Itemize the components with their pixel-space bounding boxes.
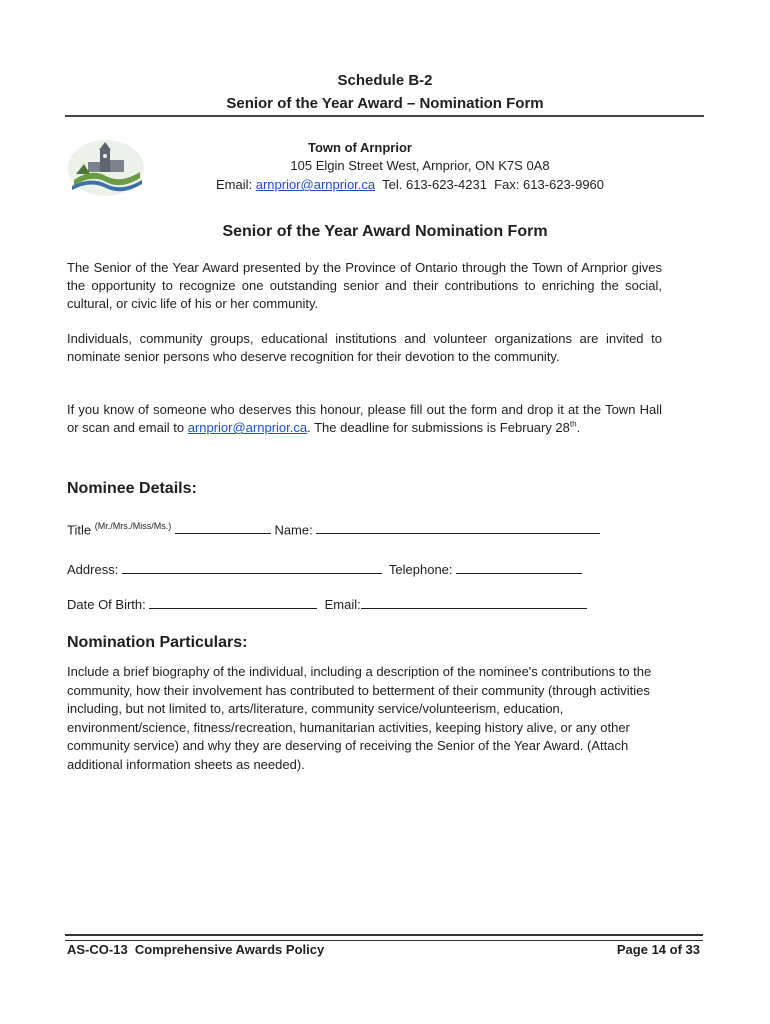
town-address: 105 Elgin Street West, Arnprior, ON K7S 0A8 — [290, 158, 550, 173]
deadline-text: . The deadline for submissions is February 28 — [307, 420, 570, 435]
address-field[interactable] — [122, 561, 382, 574]
title-label: Title — [67, 522, 95, 538]
email-field-label: Email: — [317, 597, 361, 612]
deadline-end: . — [576, 420, 581, 435]
name-label: Name: — [274, 522, 317, 538]
tel-fax: Tel. 613-623-4231 Fax: 613-623-9960 — [375, 177, 605, 192]
footer-divider — [65, 934, 703, 941]
address-label: Address: — [67, 562, 122, 577]
dob-label: Date Of Birth: — [67, 597, 150, 612]
telephone-label: Telephone: — [381, 562, 457, 577]
submission-paragraph — [67, 401, 662, 437]
name-field[interactable] — [316, 521, 600, 534]
title-name-row — [67, 521, 687, 537]
intro-paragraph: The Senior of the Year Award presented by the Province of Ontario through the Town of Arnprior gives the opportunity to recognize one outstanding senior and their contributions to enriching the social, cultural, or civic life of his or her community. — [67, 260, 662, 311]
particulars-instructions: Include a brief biography of the individual, including a description of the nominee's contributions to the community, how their involvement has contributed to betterment of their community (through activities including, but not limited to, arts/literature, community service/volunteerism, education, environment/science, fitness/recreation, humanitarian activities, keeping history alive, or any other community service) and why they are deserving of receiving the Senior of the Year Award. (Attach additional information sheets as needed). — [67, 664, 652, 772]
town-name: Town of Arnprior — [308, 140, 412, 155]
invitation-paragraph: Individuals, community groups, educational institutions and volunteer organizations are invited to nominate senior persons who deserve recognition for their devotion to the community. — [67, 331, 662, 364]
page-title: Senior of the Year Award – Nomination Form — [226, 95, 544, 112]
town-contact — [100, 177, 720, 192]
page-number: Page 14 of 33 — [616, 942, 700, 957]
submission-text: If you know of someone who deserves this honour, please fill out the form and drop it at the Town Hall or scan and email to — [67, 402, 662, 435]
nomination-particulars-heading: Nomination Particulars: — [67, 634, 248, 651]
header-divider — [65, 115, 704, 117]
address-telephone-row — [67, 561, 687, 577]
dob-field[interactable] — [149, 596, 317, 609]
email-field[interactable] — [361, 596, 587, 609]
schedule-label: Schedule B-2 — [337, 72, 433, 89]
section-title: Senior of the Year Award Nomination Form — [222, 223, 548, 240]
nominee-details-heading: Nominee Details: — [67, 480, 197, 497]
title-hint: (Mr./Mrs./Miss/Ms.) — [94, 521, 172, 531]
footer-policy: AS-CO-13 Comprehensive Awards Policy — [67, 942, 325, 957]
town-email-link[interactable]: arnprior@arnprior.ca — [255, 177, 376, 192]
email-label: Email: — [215, 177, 256, 192]
title-field[interactable] — [175, 521, 271, 534]
date-suffix: th — [569, 419, 577, 429]
telephone-field[interactable] — [456, 561, 582, 574]
dob-email-row — [67, 596, 687, 612]
submission-email-link[interactable]: arnprior@arnprior.ca — [187, 420, 308, 435]
